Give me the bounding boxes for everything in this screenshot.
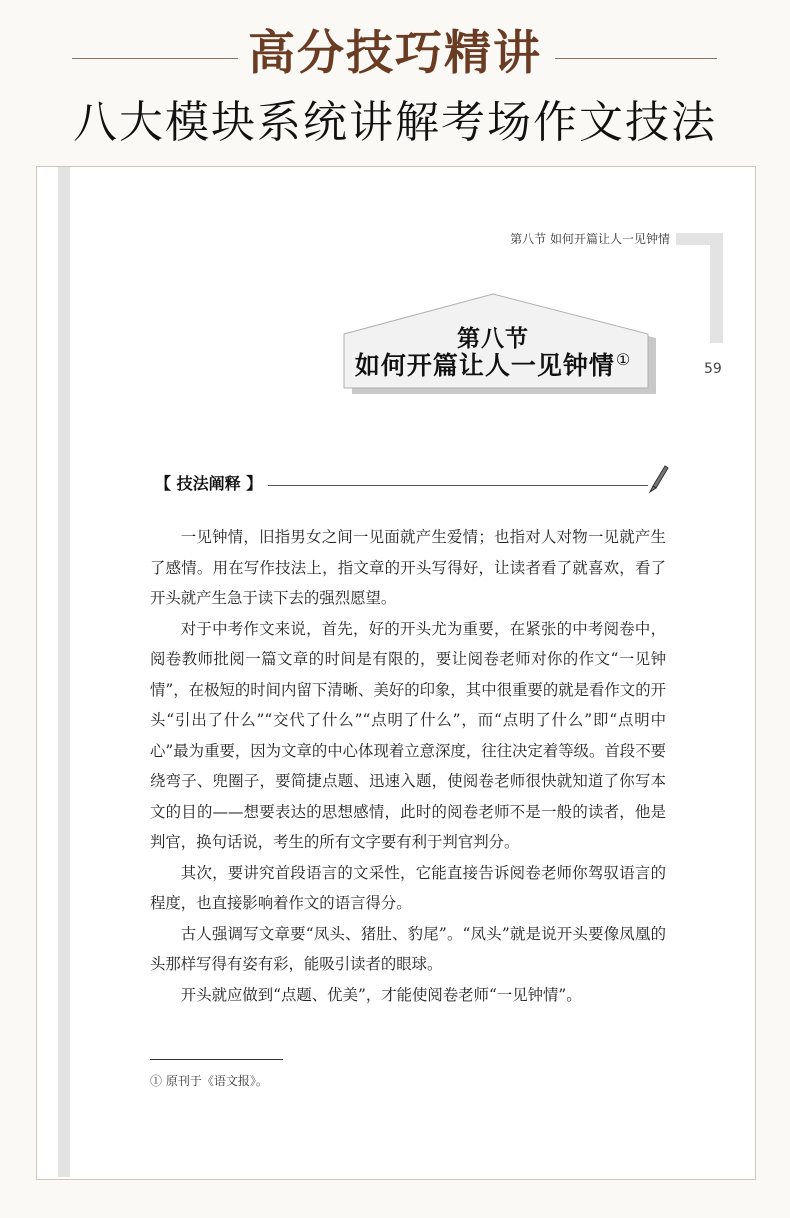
page-spine-bar	[58, 167, 70, 1177]
paragraph: 一见钟情，旧指男女之间一见面就产生爱情；也指对人对物一见就产生了感情。用在写作技法上，指文章的开头写得好，让读者看了就喜欢，看了开头就产生急于读下去的强烈愿望。	[150, 528, 666, 607]
promo-subtitle: 八大模块系统讲解考场作文技法	[73, 97, 717, 148]
technique-label: 【 技法阐释 】	[155, 474, 263, 493]
section-title-text	[338, 346, 648, 382]
paragraph: 古人强调写文章要“凤头、猪肚、豹尾”。“凤头”就是说开头要像凤凰的头那样写得有姿有彩，能吸引读者的眼球。	[150, 924, 666, 973]
footnote-rule	[150, 1059, 283, 1060]
section-title-house	[338, 290, 658, 396]
body-text	[150, 522, 666, 1010]
technique-rule	[268, 485, 648, 486]
running-header: 第八节 如何开篇让人一见钟情	[510, 232, 670, 246]
page-number: 59	[704, 361, 722, 377]
header-tab-bar	[676, 233, 710, 245]
paragraph: 其次，要讲究首段语言的文采性，它能直接告诉阅卷老师你驾驭语言的程度，也直接影响着作文的语言得分。	[150, 863, 666, 912]
footnote: ① 原刊于《语文报》。	[150, 1074, 268, 1088]
paragraph: 对于中考作文来说，首先，好的开头尤为重要，在紧张的中考阅卷中，阅卷教师批阅一篇文章的时间是有限的，要让阅卷老师对你的作文“一见钟情”，在极短的时间内留下清晰、美好的印象，其中很重要的就是看作文的开头“引出了什么”“交代了什么”“点明了什么”，而“点明了什么”即“点明中心”最为重要，因为文章的中心体现着立意深度，往往决定着等级。首段不要绕弯子、兜圈子，要简捷点题、迅速入题，使阅卷老师很快就知道了你写本文的目的——想要表达的思想感情，此时的阅卷老师不是一般的读者，他是判官，换句话说，考生的所有文字要有利于判官判分。	[150, 619, 666, 851]
side-tab-bar	[710, 233, 723, 343]
pen-icon	[645, 464, 669, 494]
promo-title: 高分技巧精讲	[248, 26, 542, 81]
section-title-main: 如何开篇让人一见钟情	[354, 351, 615, 380]
paragraph: 开头就应做到“点题、优美”，才能使阅卷老师“一见钟情”。	[180, 985, 582, 1004]
section-title-number: 第八节	[457, 326, 529, 352]
footnote-marker: ①	[615, 350, 632, 369]
